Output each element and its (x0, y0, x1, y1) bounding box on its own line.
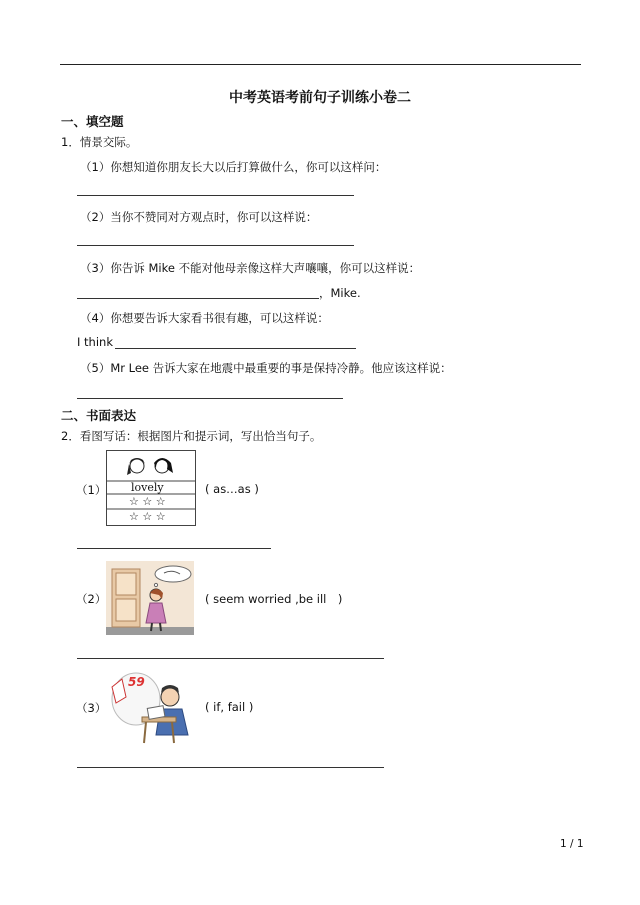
question-1-item-4: （4）你想要告诉大家看书很有趣，可以这样说： (80, 311, 329, 325)
question-1-item-1: （1）你想知道你朋友长大以后打算做什么，你可以这样问： (80, 160, 387, 174)
question-2-item-3-number: （3） (76, 701, 107, 715)
picture-word-lovely: lovely (131, 481, 164, 494)
lovely-comparison-picture (106, 450, 196, 526)
page-title: 中考英语考前句子训练小卷二 (229, 90, 411, 106)
worried-girl-picture (106, 561, 194, 635)
answer-line-7[interactable] (77, 658, 384, 659)
question-2-stem: 2．看图写话：根据图片和提示词，写出恰当句子。 (61, 429, 322, 443)
question-2-item-2-hint: ( seem worried ,be ill ) (205, 592, 343, 606)
question-2-item-2-number: （2） (76, 592, 107, 606)
answer-line-3[interactable] (77, 298, 319, 299)
answer-line-5[interactable] (77, 398, 343, 399)
answer-line-8[interactable] (77, 767, 384, 768)
failed-test-picture (106, 669, 194, 745)
answer-line-6[interactable] (77, 548, 271, 549)
question-2-item-1-number: （1） (76, 483, 107, 497)
stars-row-1: ☆ ☆ ☆ (129, 495, 166, 508)
header-rule (60, 64, 581, 65)
page-number: 1 / 1 (560, 838, 584, 850)
question-1-stem: 1．情景交际。 (61, 135, 138, 149)
answer-suffix-mike: ，Mike. (319, 286, 361, 300)
question-2-item-3-hint: ( if, fail ) (205, 700, 254, 714)
question-2-item-1-hint: ( as…as ) (205, 482, 259, 496)
section-heading-writing: 二、书面表达 (61, 408, 137, 423)
answer-line-1[interactable] (77, 195, 354, 196)
test-score-59: 59 (128, 675, 145, 689)
question-1-item-5: （5）Mr Lee 告诉大家在地震中最重要的事是保持冷静。他应该这样说： (80, 361, 452, 375)
stars-row-2: ☆ ☆ ☆ (129, 510, 166, 523)
section-heading-fill-in: 一、填空题 (61, 114, 124, 129)
question-1-item-2: （2）当你不赞同对方观点时，你可以这样说： (80, 210, 318, 224)
answer-prefix-i-think: I think (77, 335, 113, 349)
answer-line-4[interactable] (115, 348, 356, 349)
question-1-item-3: （3）你告诉 Mike 不能对他母亲像这样大声嚷嚷，你可以这样说： (80, 261, 421, 275)
answer-line-2[interactable] (77, 245, 354, 246)
